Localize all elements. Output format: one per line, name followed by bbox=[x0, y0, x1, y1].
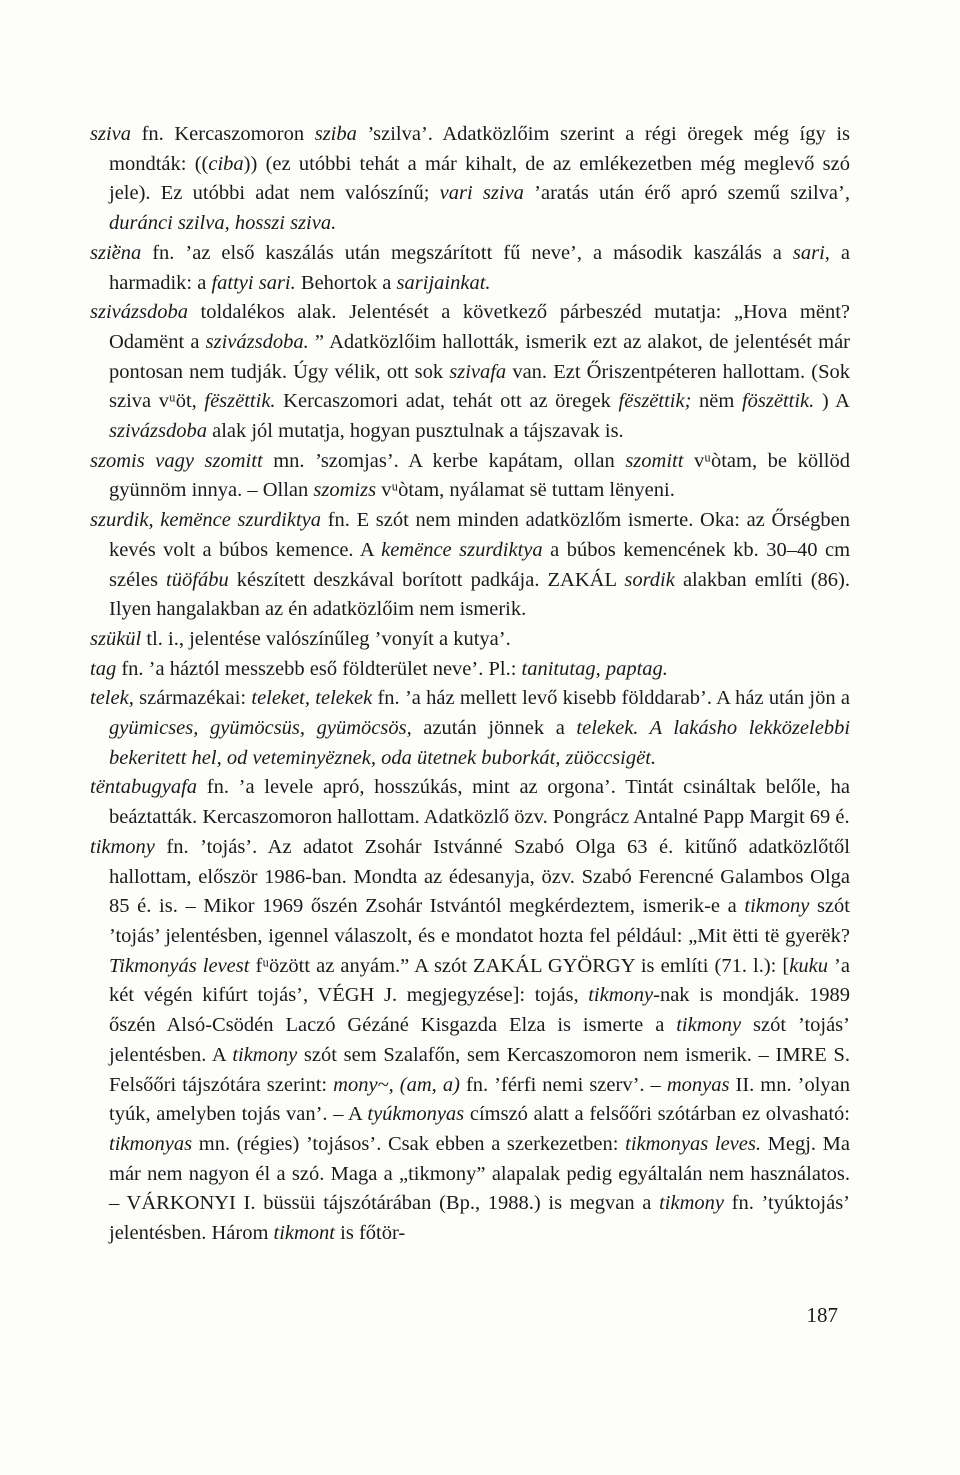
dictionary-entry bbox=[90, 655, 850, 685]
dictionary-entry bbox=[90, 833, 850, 1249]
body-text-run: fn. ’az első kaszálás után megszárított fű neve’, a második kaszálás a bbox=[141, 241, 793, 264]
italic-text: tanitutag, paptag. bbox=[521, 657, 668, 680]
body-text-run: vᵘòtam, nyálamat së tuttam lënyeni. bbox=[376, 479, 675, 502]
italic-text: fattyi sari. bbox=[211, 271, 296, 294]
body-text-run: tl. i., jelentése valószínűleg ’vonyít a kutya’. bbox=[141, 627, 511, 650]
body-text-run: fᵘözött az anyám.” A szót ZAKÁL GYÖRGY is említi (71. l.): [ bbox=[249, 954, 790, 977]
body-text-run: Megj. Ma már nem nagyon él a szó. Maga a „tikmony” alapalak pedig egyáltalán nem használatos. – VÁRKONYI I. büssüi tájszótárában (Bp., 1988.) is megvan a bbox=[109, 1132, 850, 1215]
italic-text: ciba bbox=[208, 152, 244, 175]
italic-text: vari sziva bbox=[439, 182, 524, 205]
body-text-run: mn. (régies) ’tojásos’. Csak ebben a szerkezetben: bbox=[192, 1132, 626, 1155]
italic-text: tikmony bbox=[90, 835, 155, 858]
body-text-run: fn. ’tojás’. Az adatot Zsohár Istvánné Szabó Olga 63 é. kitűnő adatközlőtől hallottam, először 1986-ban. Mondta az édesanyja, özv. Szabó Ferencné Galambos Olga 85 é. is. – Mikor 1969 őszén Zsohár Istvántól megkérdeztem, ismerik-e a bbox=[109, 835, 850, 918]
body-text-run: készített deszkával borított padkája. ZAKÁL bbox=[228, 568, 625, 591]
body-text-run: )) (ez utóbbi tehát a már kihalt, de az emlékezetben még meglevő szó jele). Ez utóbbi adat nem valószínű; bbox=[109, 152, 850, 205]
italic-text: duránci szilva, hosszi sziva. bbox=[109, 212, 337, 235]
dictionary-entry bbox=[90, 239, 850, 298]
body-text-run: alakban említi (86). Ilyen hangalakban az én adatközlőim nem ismerik. bbox=[109, 568, 850, 621]
italic-text: tikmony bbox=[659, 1192, 724, 1215]
italic-text: szomizs bbox=[313, 479, 377, 502]
italic-text: tikmony bbox=[232, 1043, 298, 1066]
italic-text: tikmony bbox=[744, 895, 810, 918]
italic-text: szivázsdoba. bbox=[205, 330, 309, 353]
body-text-run: azután jönnek a bbox=[411, 717, 577, 740]
body-text-run: mn. ’szomjas’. A kerbe kapátam, ollan bbox=[262, 449, 626, 472]
body-text-run: fn. Kercaszomoron bbox=[131, 123, 315, 145]
page-number: 187 bbox=[806, 1303, 838, 1327]
body-text-run: a búbos kemencének kb. 30–40 cm széles bbox=[109, 538, 851, 591]
italic-text: tüöfábu bbox=[166, 568, 229, 591]
italic-text: mony~, (am, a) bbox=[333, 1073, 460, 1096]
italic-text: sziba bbox=[314, 123, 357, 145]
dictionary-entry bbox=[90, 120, 850, 239]
body-text-run: vᵘòtam, be köllöd gyünnöm innya. – Ollan bbox=[109, 449, 850, 502]
body-text-run: ’a két végén kifúrt tojás’, VÉGH J. megjegyzése]: tojás, bbox=[109, 954, 850, 1007]
body-text-run: fn. E szót nem minden adatközlőm ismerte. Oka: az Őrségben kevés volt a búbos kemence. A bbox=[109, 509, 851, 561]
italic-text: tag bbox=[90, 657, 117, 680]
body-text-run: Behortok a bbox=[295, 271, 397, 294]
italic-text: szivázsdoba bbox=[109, 420, 207, 443]
dictionary-entry bbox=[90, 506, 850, 625]
body-text-run: szót ’tojás’ jelentésben, igennel válaszolt, és e mondatot hozta fel például: „Mit ëtti të gyerëk? bbox=[109, 895, 850, 947]
italic-text: föszëttik. bbox=[741, 390, 815, 413]
italic-text: sziva bbox=[90, 123, 131, 145]
italic-text: tëntabugyafa bbox=[90, 776, 198, 799]
body-text-run: -nak is mondják. 1989 őszén Alsó-Csödén Laczó Gézáné Kisgazda Elza is ismerte a bbox=[109, 984, 851, 1037]
italic-text: sari, bbox=[792, 241, 830, 264]
body-text-run: fn. ’a háztól messzebb eső földterület neve’. Pl.: bbox=[116, 657, 522, 680]
body-text-run: fn. ’tyúktojás’ jelentésben. Három bbox=[109, 1192, 851, 1245]
italic-text: Tikmonyás levest bbox=[109, 954, 250, 977]
body-text-run: szót sem Szalafőn, sem Kercaszomoron nem ismerik. – IMRE S. Felsőőri tájszótára szerint: bbox=[109, 1043, 850, 1096]
body-text-run: ” Adatközlőim hallották, ismerik ezt az alakot, de jelentését már pontosan nem tudják. Úgy vélik, ott sok bbox=[109, 330, 850, 383]
body-text-run: alak jól mutatja, hogyan pusztulnak a tájszavak is. bbox=[206, 420, 624, 443]
italic-text: monyas bbox=[666, 1073, 730, 1096]
italic-text: tikmony bbox=[588, 984, 654, 1007]
italic-text: szomis vagy szomitt bbox=[90, 449, 263, 472]
body-text-run: is főtör- bbox=[335, 1222, 406, 1245]
body-text-run: ’szilva’. Adatközlőim szerint a régi öregek még így is mondták: (( bbox=[109, 123, 850, 175]
italic-text: szivázsdoba bbox=[90, 301, 188, 324]
body-text-run: toldalékos alak. Jelentését a következő párbeszéd mutatja: „Hova mënt? Odamënt a bbox=[109, 301, 850, 353]
dictionary-entry bbox=[90, 298, 850, 447]
italic-text: szomitt bbox=[625, 449, 684, 472]
body-text-run: a harmadik: a bbox=[109, 241, 850, 294]
italic-text: szükül bbox=[90, 627, 142, 650]
italic-text: telek, bbox=[90, 687, 134, 710]
italic-text: kemënce szurdiktya bbox=[381, 538, 543, 561]
italic-text: kuku bbox=[789, 954, 828, 977]
body-text-run: címszó alatt a felsőőri szótárban ez olvasható: bbox=[464, 1103, 850, 1126]
dictionary-entry bbox=[90, 625, 850, 655]
italic-text: telekek. A lakásho lekközelebbi bekeritett hel, od veteminyëznek, oda ütetnek buborkát, züöccsigët. bbox=[109, 717, 851, 769]
italic-text: teleket, telekek bbox=[251, 687, 373, 710]
dictionary-entry bbox=[90, 684, 850, 773]
italic-text: tyúkmonyas bbox=[367, 1103, 465, 1126]
italic-text: tikmony bbox=[676, 1014, 742, 1037]
italic-text: szivafa bbox=[449, 360, 507, 383]
body-text-run: nëm bbox=[691, 390, 742, 413]
body-text-run: szót ’tojás’ jelentésben. A bbox=[109, 1014, 850, 1066]
dictionary-entry bbox=[90, 447, 850, 506]
body-text-run: fn. ’a levele apró, hosszúkás, mint az orgona’. Tintát csináltak belőle, ha beáztatták. Kercaszomoron hallottam. Adatközlő özv. Pongrácz Antalné Papp Margit 69 é. bbox=[109, 776, 850, 829]
body-text-run: ) A bbox=[814, 390, 850, 413]
italic-text: tikmonyas bbox=[109, 1132, 193, 1155]
body-text-run: Kercaszomori adat, tehát ott az öregek bbox=[275, 390, 619, 413]
body-text-run: fn. ’a ház mellett levő kisebb földdarab’. A ház után jön a bbox=[372, 687, 850, 710]
body-text-run: származékai: bbox=[133, 687, 252, 710]
italic-text: fëszëttik; bbox=[618, 390, 692, 413]
italic-text: tikmonyas leves. bbox=[625, 1132, 761, 1155]
italic-text: szurdik, kemënce szurdiktya bbox=[90, 509, 322, 532]
italic-text: fëszëttik. bbox=[204, 390, 276, 413]
body-text-run: van. Ezt Őriszentpéteren hallottam. (Sok sziva vᵘöt, bbox=[109, 360, 850, 413]
body-text-run: ’aratás után érő apró szemű szilva’, bbox=[523, 182, 850, 205]
italic-text: szi̕ëna bbox=[90, 241, 142, 264]
body-text-run: II. mn. ’olyan tyúk, amelyben tojás van’. – A bbox=[109, 1073, 851, 1126]
italic-text: gyümicses, gyümöcsüs, gyümöcsös, bbox=[109, 717, 412, 740]
dictionary-entries bbox=[90, 120, 850, 1249]
italic-text: tikmont bbox=[273, 1222, 336, 1245]
dictionary-entry bbox=[90, 773, 850, 832]
italic-text: sordik bbox=[624, 568, 675, 591]
body-text-run: fn. ’férfi nemi szerv’. – bbox=[459, 1073, 667, 1096]
italic-text: sarijainkat. bbox=[396, 271, 491, 294]
